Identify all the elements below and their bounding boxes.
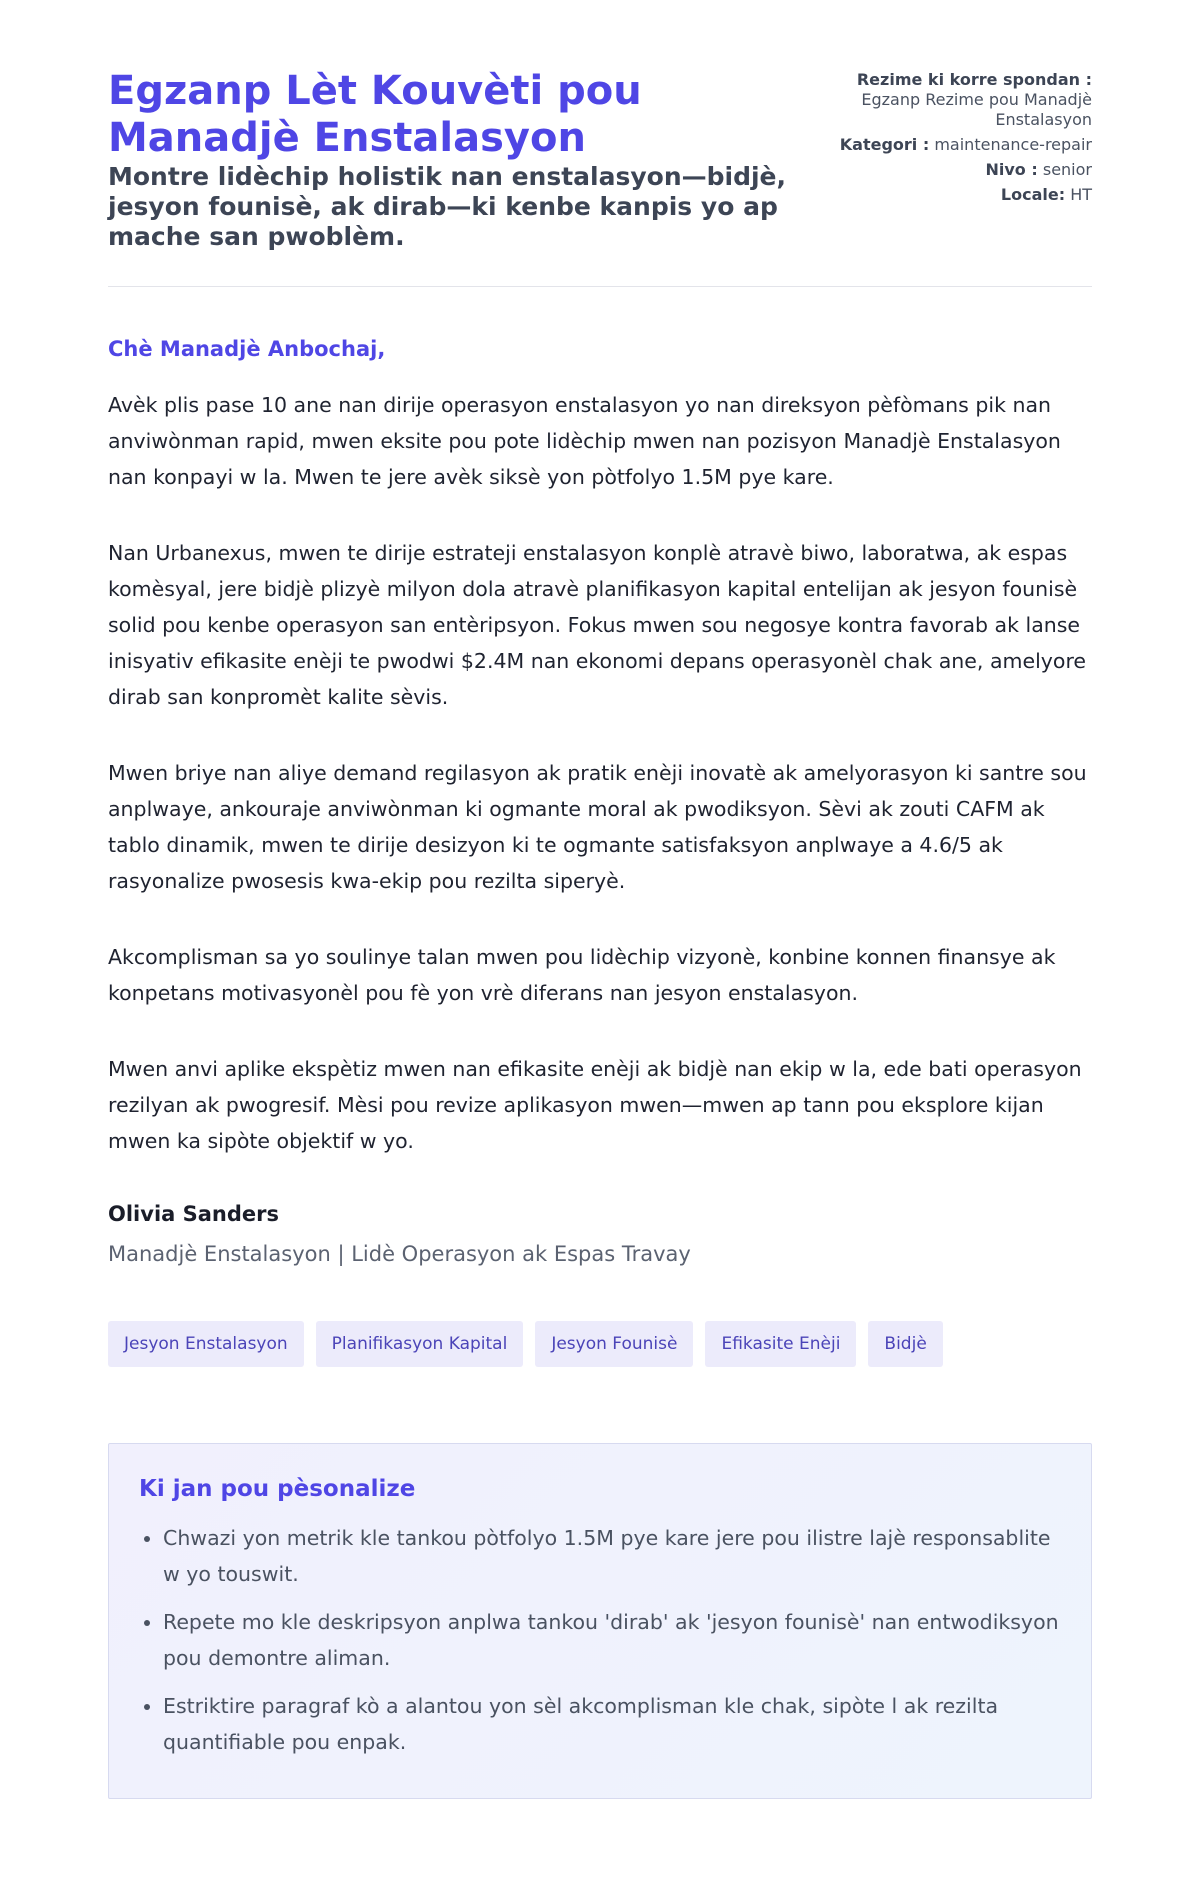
letter-paragraph-5: Mwen anvi aplike ekspètiz mwen nan efikasite enèji ak bidjè nan ekip w la, ede bati operasyon rezilyan ak pwogresif. Mèsi pou revize aplikasyon mwen—mwen ap tann pou eksplore kijan mwen ka sipòte objektif w yo. [108,1057,1082,1153]
letter-paragraph-3: Mwen briye nan aliye demand regilasyon ak pratik enèji inovatè ak amelyorasyon ki santre sou anplwaye, ankouraje anviwònman ki ogmante moral ak pwodiksyon. Sèvi ak zouti CAFM ak tablo dinamik, mwen te dirije desizyon ki te ogmante satisfaksyon anplwaye a 4.6/5 ak rasyonalize pwosesis kwa-ekip pou rezilta siperyè. [108,761,1087,893]
tips-title: Ki jan pou pèsonalize [139,1476,416,1502]
page-subtitle: Montre lidèchip holistik nan enstalasyon—bidjè, jesyon founisè, ak dirab—ki kenbe kanpis yo ap mache san pwoblèm. [108,162,787,251]
tip-item: • Estriktire paragraf kò a alantou yon sèl akcomplisman kle chak, sipòte l ak rezilta quantifiable pou enpak. [163,1688,1061,1760]
page-header [108,68,1092,287]
salutation: Chè Manadjè Anbochaj, [108,337,386,361]
meta-locale-label: Locale: [1000,185,1066,204]
letter-paragraph-2: Nan Urbanexus, mwen te dirije estrateji enstalasyon konplè atravè biwo, laboratwa, ak espas komèsyal, jere bidjè plizyè milyon dola atravè planifikasyon kapital entelijan ak jesyon founisè solid pou kenbe operasyon san entèripsyon. Fokus mwen sou negosye kontra favorab ak lanse inisyativ efikasite enèji te pwodwi $2.4M nan ekonomi depans operasyonèl chak ane, amelyore dirab san konpromèt kalite sèvis. [108,541,1087,709]
letter-paragraph-1: Avèk plis pase 10 ane nan dirije operasyon enstalasyon yo nan direksyon pèfòmans pik nan anviwònman rapid, mwen eksite pou pote lidèchip mwen nan pozisyon Manadjè Enstalasyon nan konpayi w la. Mwen te jere avèk siksè yon pòtfolyo 1.5M pye kare. [108,393,1061,489]
skill-tags [108,1321,1092,1367]
letter-paragraph-4: Akcomplisman sa yo soulinye talan mwen pou lidèchip vizyonè, konbine konnen finansye ak konpetans motivasyonèl pou fè yon vrè diferans nan jesyon enstalasyon. [108,945,1056,1005]
page-title: Egzanp Lèt Kouvèti pou Manadjè Enstalasyon [108,68,642,161]
letter-body [108,287,1092,1799]
meta-resume-label: Rezime ki korre spondan : [856,70,1092,89]
tag-budget[interactable]: Bidjè [868,1321,942,1367]
tag-energy-efficiency[interactable]: Efikasite Enèji [705,1321,856,1367]
meta-category-label: Kategori : [839,135,930,154]
meta-level-label: Nivo : [985,160,1038,179]
meta-resume-link[interactable]: Egzanp Rezime pou Manadjè Enstalasyon [861,90,1092,129]
meta-level [812,160,1092,180]
meta-category-value: maintenance-repair [934,135,1092,154]
signature-title: Manadjè Enstalasyon | Lidè Operasyon ak Espas Travay [108,1242,691,1266]
title-block [108,68,808,252]
meta-panel [812,70,1092,210]
tips-list [139,1520,1061,1760]
meta-resume [812,70,1092,130]
customization-tips [108,1443,1092,1799]
meta-level-value: senior [1042,160,1092,179]
meta-category [812,135,1092,155]
meta-locale-value: HT [1070,185,1092,204]
tip-item: • Chwazi yon metrik kle tankou pòtfolyo 1.5M pye kare jere pou ilistre lajè responsablite w yo touswit. [163,1520,1061,1592]
signature-name: Olivia Sanders [108,1202,279,1226]
tip-item: • Repete mo kle deskripsyon anplwa tankou 'dirab' ak 'jesyon founisè' nan entwodiksyon pou demontre aliman. [163,1604,1061,1676]
meta-locale [812,185,1092,205]
tag-vendor-management[interactable]: Jesyon Founisè [535,1321,693,1367]
tag-capital-planning[interactable]: Planifikasyon Kapital [316,1321,524,1367]
tag-facility-management[interactable]: Jesyon Enstalasyon [108,1321,304,1367]
